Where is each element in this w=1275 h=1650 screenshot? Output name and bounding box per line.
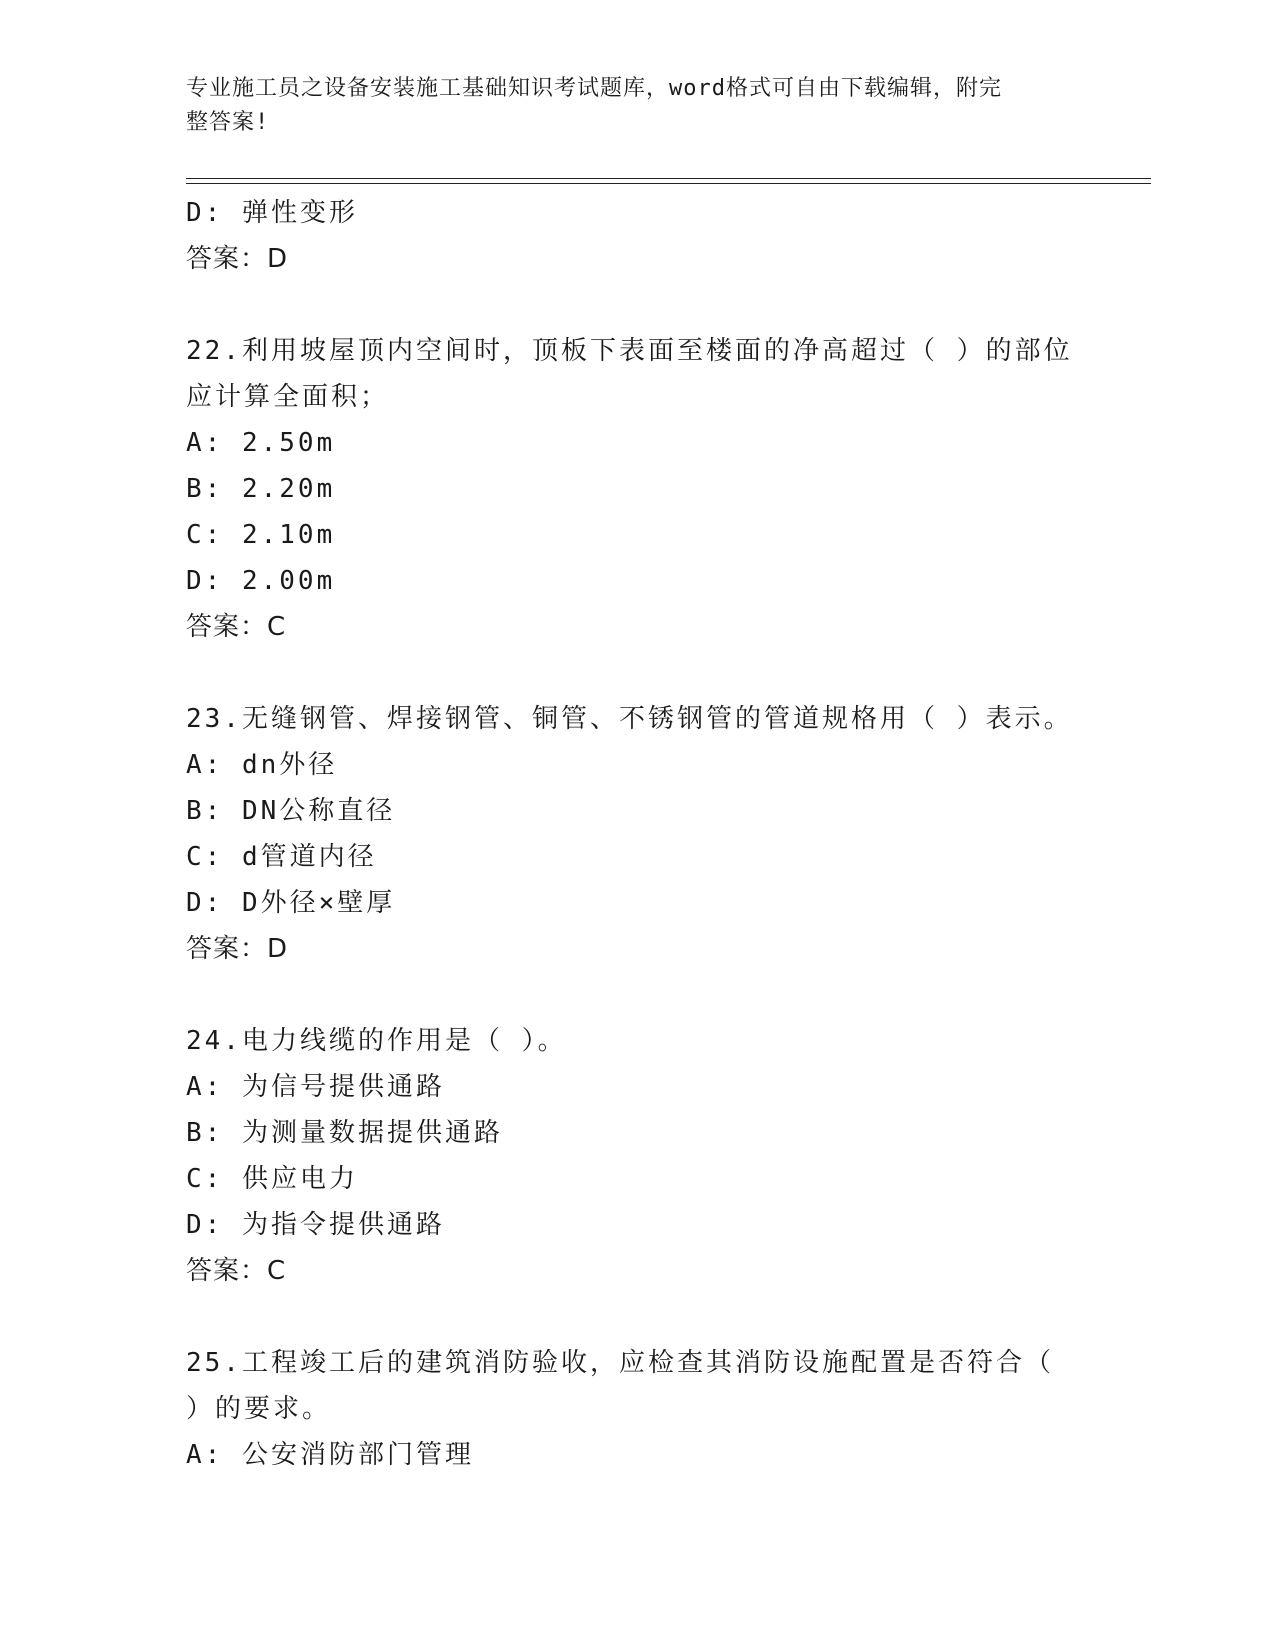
option-a: A: 公安消防部门管理 <box>186 1440 474 1470</box>
answer: 答案：D <box>186 934 289 964</box>
option-c: C: 2.10m <box>186 520 336 550</box>
document-header <box>186 72 1066 140</box>
header-divider-top <box>186 178 1151 179</box>
question-stem: ）的要求。 <box>186 1394 332 1424</box>
question-stem: 25.工程竣工后的建筑消防验收，应检查其消防设施配置是否符合（ <box>186 1348 1054 1378</box>
question-stem: 应计算全面积； <box>186 382 390 412</box>
option-a: A: dn外径 <box>186 750 338 780</box>
spacer <box>186 1294 1066 1340</box>
option-b: B: 2.20m <box>186 474 336 504</box>
header-divider-bottom <box>186 183 1151 184</box>
answer: 答案：C <box>186 1256 287 1286</box>
option-a: A: 为信号提供通路 <box>186 1072 445 1102</box>
option-d: D: D外径×壁厚 <box>186 888 396 918</box>
header-line-2: 整答案! <box>186 110 270 135</box>
option-d: D: 2.00m <box>186 566 336 596</box>
question-content <box>186 190 1073 1478</box>
option-c: C: d管道内径 <box>186 842 377 872</box>
option-b: B: 为测量数据提供通路 <box>186 1118 503 1148</box>
answer: 答案：C <box>186 612 287 642</box>
prev-answer: 答案：D <box>186 244 289 274</box>
option-c: C: 供应电力 <box>186 1164 358 1194</box>
option-a: A: 2.50m <box>186 428 336 458</box>
spacer <box>186 650 1066 696</box>
prev-option-d: D: 弹性变形 <box>186 198 358 228</box>
question-stem: 23.无缝钢管、焊接钢管、铜管、不锈钢管的管道规格用（ ）表示。 <box>186 704 1073 734</box>
question-23 <box>186 696 1073 972</box>
option-d: D: 为指令提供通路 <box>186 1210 445 1240</box>
question-22 <box>186 328 1073 650</box>
question-25 <box>186 1340 1066 1478</box>
question-stem: 24.电力线缆的作用是（ ）。 <box>186 1026 567 1056</box>
question-24 <box>186 1018 1066 1294</box>
spacer <box>186 972 1066 1018</box>
spacer <box>186 282 1066 328</box>
header-line-1: 专业施工员之设备安装施工基础知识考试题库，word格式可自由下载编辑，附完 <box>186 76 1002 101</box>
option-b: B: DN公称直径 <box>186 796 396 826</box>
question-stem: 22.利用坡屋顶内空间时，顶板下表面至楼面的净高超过（ ）的部位 <box>186 336 1073 366</box>
